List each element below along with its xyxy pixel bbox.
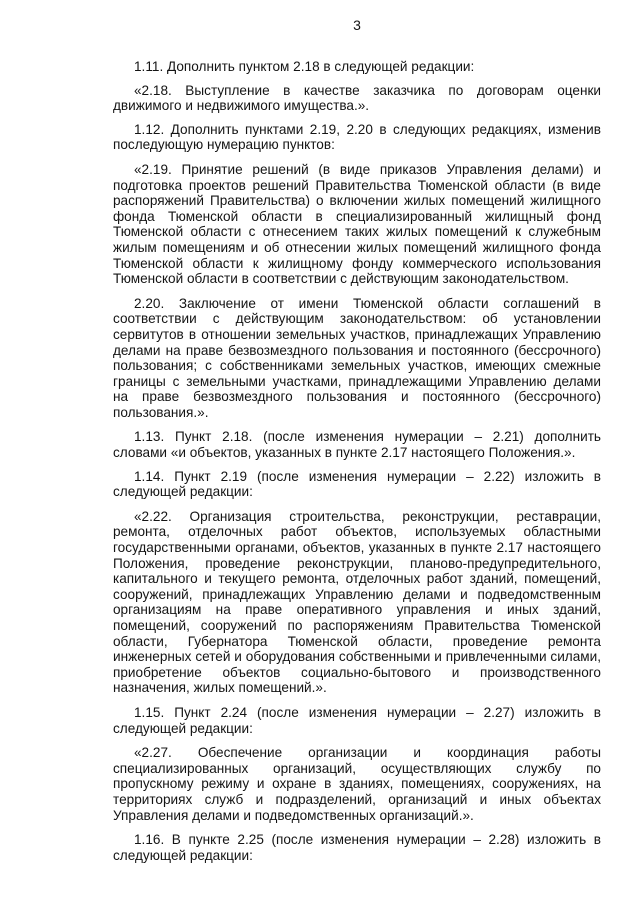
paragraph-2-27: «2.27. Обеспечение организации и координация работы специализированных организаций, осуществляющих службу по пропускному режиму и охране в зданиях, помещениях, сооружениях, на территориях служб и подразделений, организаций и иных объектах Управления делами и подведомственных организаций.». <box>113 745 601 823</box>
paragraph-2-20: 2.20. Заключение от имени Тюменской области соглашений в соответствии с действующим законодательством: об установлении сервитутов в отношении земельных участков, принадлежащих Управлению делами на праве безвозмездного пользования и постоянного (бессрочного) пользования; с собственниками земельных участков, имеющих смежные границы с земельными участками, принадлежащими Управлению делами на праве безвозмездного пользования и постоянного (бессрочного) пользования.». <box>113 295 601 420</box>
paragraph-2-22: «2.22. Организация строительства, реконструкции, реставрации, ремонта, отделочных работ объектов, используемых областными государственными органами, объектов, указанных в пункте 2.17 настоящего Положения, проведение реконструкции, планово-предупредительного, капитального и текущего ремонта, отделочных работ зданий, помещений, сооружений, принадлежащих Управлению делами и подведомственным организациям на праве оперативного управления и иных зданий, помещений, сооружений по распоряжениям Правительства Тюменской области, Губернатора Тюменской области, проведение ремонта инженерных сетей и оборудования собственными и привлеченными силами, приобретение объектов социально-бытового и производственного назначения, жилых помещений.». <box>113 508 601 696</box>
paragraph-2-19: «2.19. Принятие решений (в виде приказов Управления делами) и подготовка проектов решений Правительства Тюменской области (в виде распоряжений Правительства) о включении жилых помещений жилищного фонда Тюменской области в специализированный жилищный фонд Тюменской области с отнесением таких жилых помещений к служебным жилым помещениям и об отнесении жилых помещений жилищного фонда Тюменской области к жилищному фонду коммерческого использования Тюменской области в соответствии с действующим законодательством. <box>113 161 601 287</box>
paragraph-1-11: 1.11. Дополнить пунктом 2.18 в следующей редакции: <box>134 59 475 74</box>
document-page <box>113 16 601 863</box>
paragraph-1-16: 1.16. В пункте 2.25 (после изменения нумерации – 2.28) изложить в следующей редакции: <box>113 832 601 863</box>
paragraph-1-12: 1.12. Дополнить пунктами 2.19, 2.20 в следующих редакциях, изменив последующую нумерацию пунктов: <box>113 121 601 153</box>
paragraph-1-13: 1.13. Пункт 2.18. (после изменения нумерации – 2.21) дополнить словами «и объектов, указанных в пункте 2.17 настоящего Положения.». <box>113 429 601 461</box>
page-number: 3 <box>353 17 361 33</box>
paragraph-2-18: «2.18. Выступление в качестве заказчика по договорам оценки движимого и недвижимого имущества.». <box>113 82 601 114</box>
paragraph-1-15: 1.15. Пункт 2.24 (после изменения нумерации – 2.27) изложить в следующей редакции: <box>113 704 601 736</box>
paragraph-1-14: 1.14. Пункт 2.19 (после изменения нумерации – 2.22) изложить в следующей редакции: <box>113 468 601 500</box>
